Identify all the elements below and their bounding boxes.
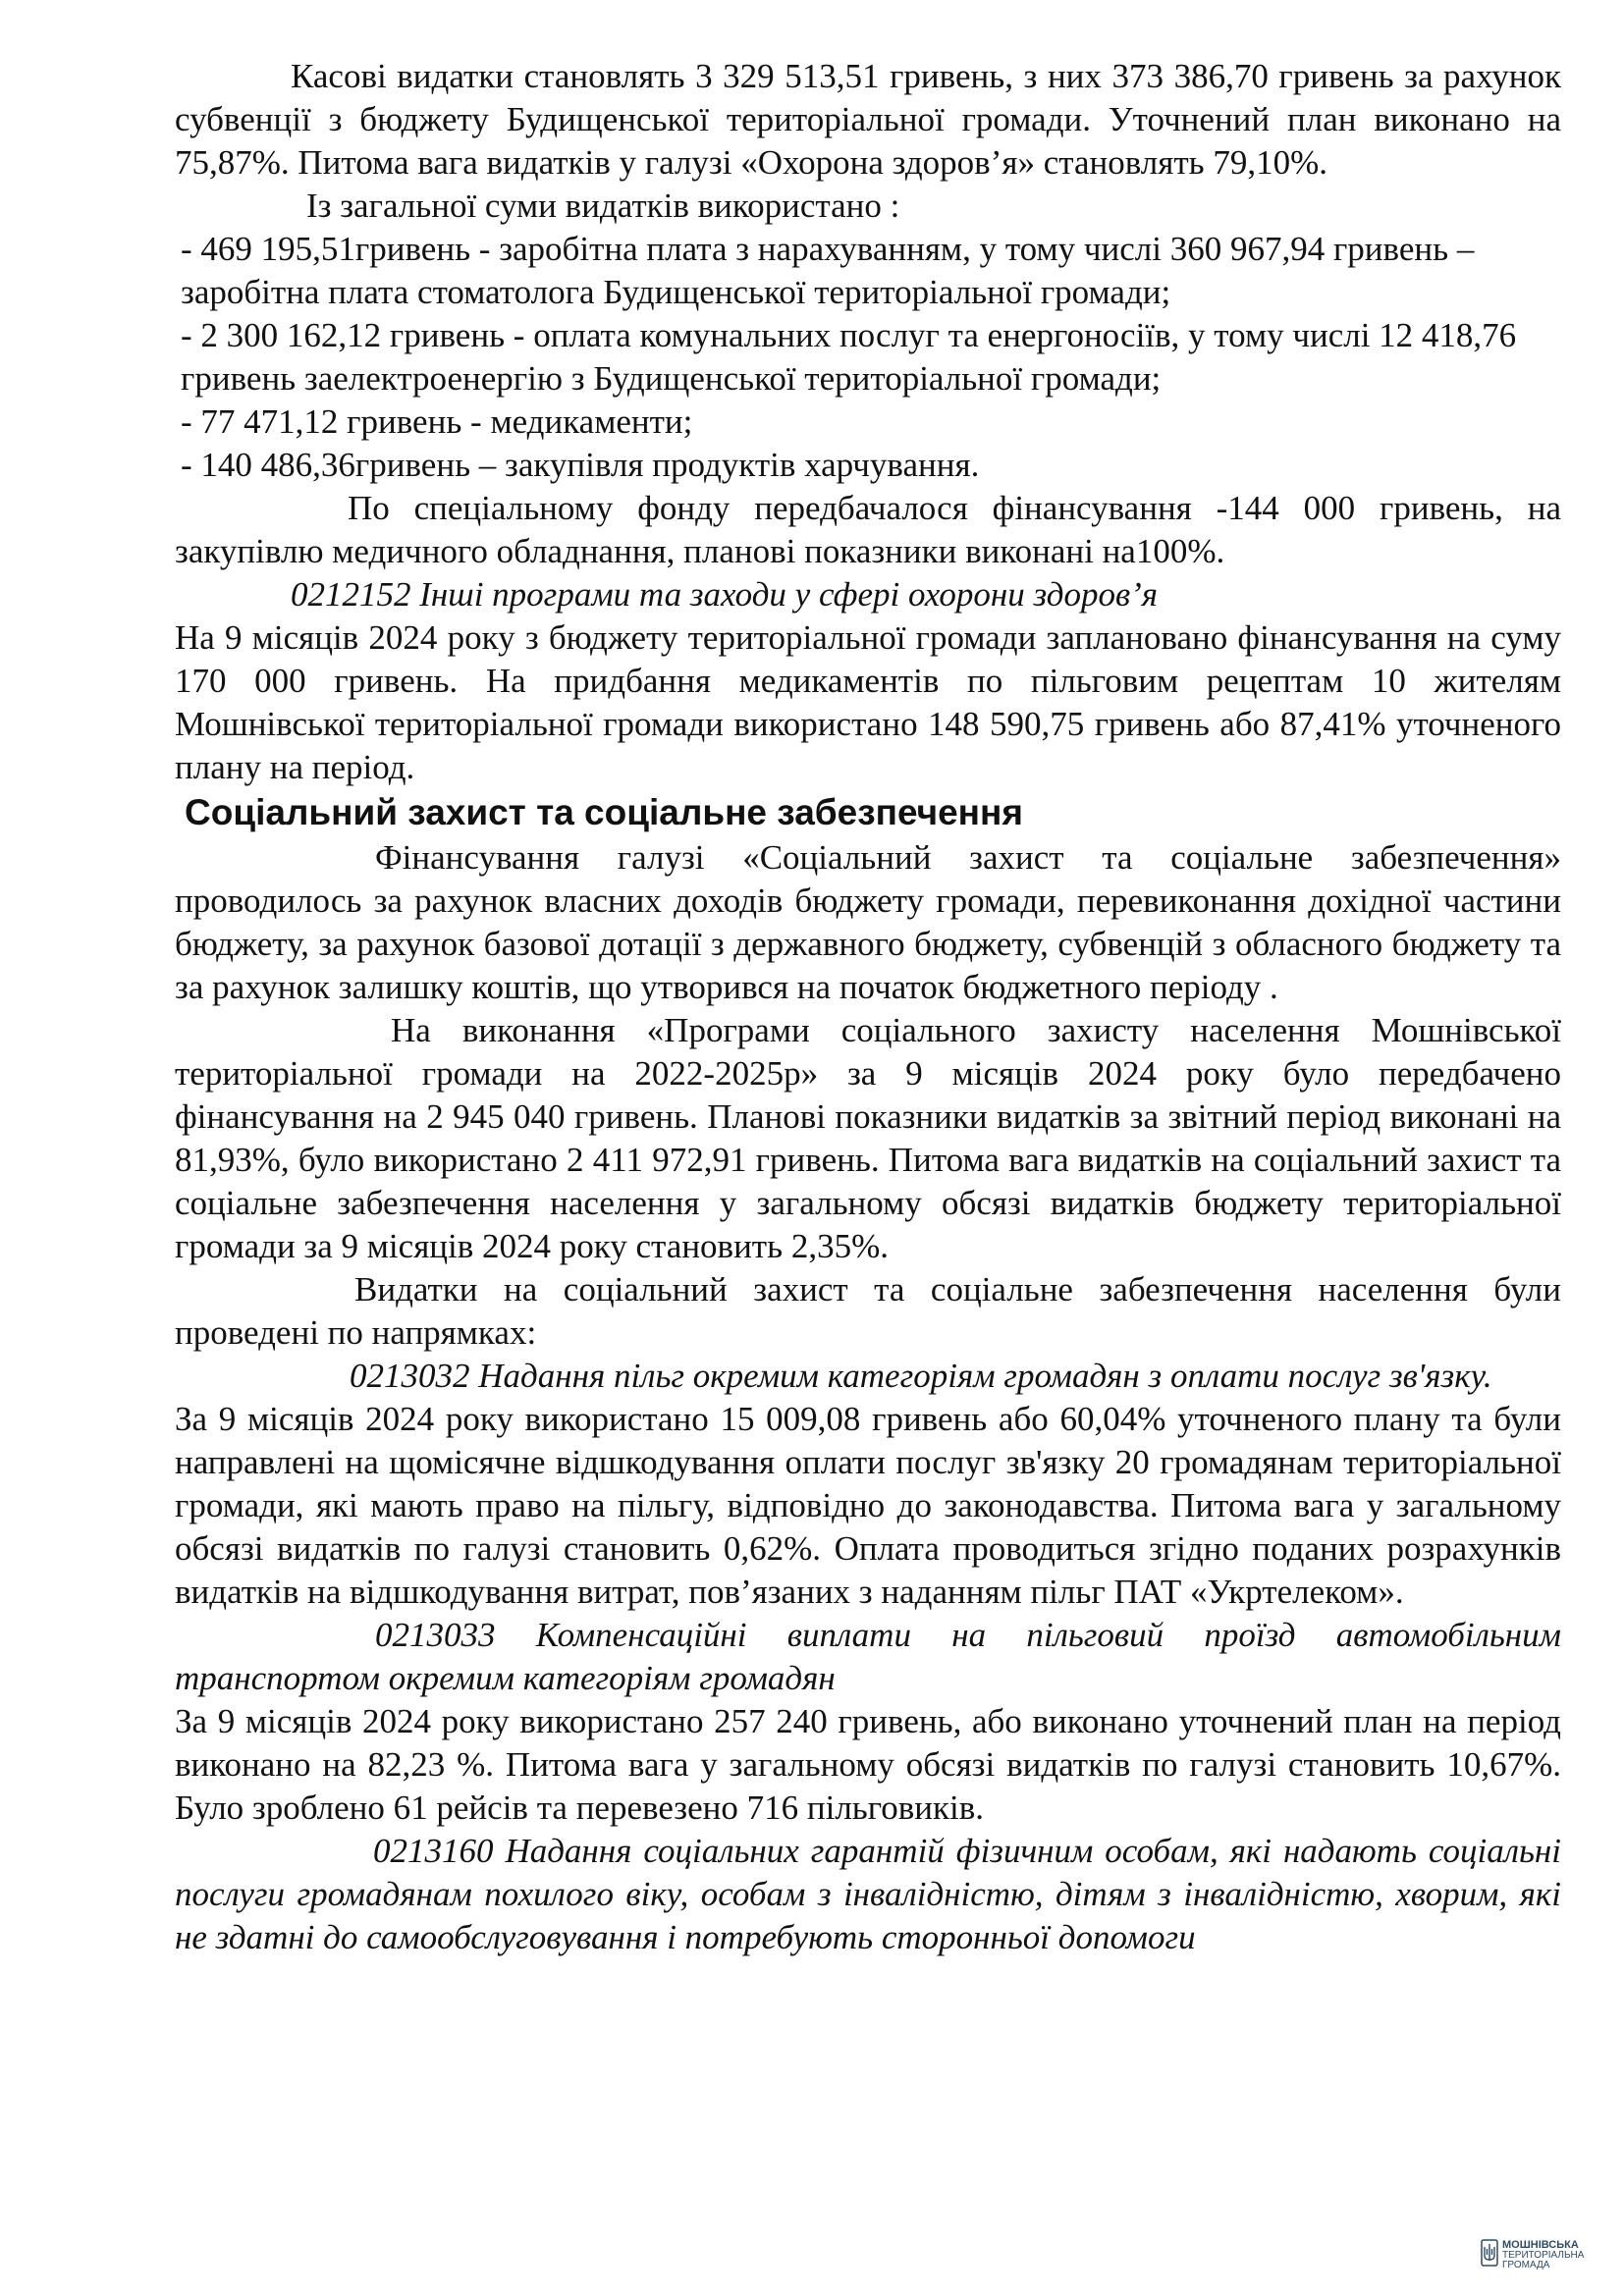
paragraph-program-0213032: За 9 місяців 2024 року використано 15 009,08 гривень або 60,04% уточненого плану та були направлені на щомісячне відшкодування оплати послуг зв'язку 20 громадянам територіальної громади, які мають право на пільгу, відповідно до законодавства. Питома вага у загальному обсязі видатків по галузі становить 0,62%. Оплата проводиться згідно поданих розрахунків видатків на відшкодування витрат, пов’язаних з наданням пільг ПАТ «Укртелеком». — [175, 1400, 1561, 1611]
program-heading-0212152: 0212152 Інші програми та заходи у сфері охорони здоров’я — [291, 575, 1159, 614]
trident-icon — [1481, 2239, 1498, 2271]
logo-line-1: МОШНІВСЬКА — [1502, 2238, 1579, 2251]
list-item-food: - 140 486,36гривень – закупівля продуктів харчування. — [181, 446, 980, 484]
paragraph-cash-expenses: Касові видатки становлять 3 329 513,51 гривень, з них 373 386,70 гривень за рахунок субвенції з бюджету Будищенської територіальної громади. Уточнений план виконано на 75,87%. Питома вага видатків у галузі «Охорона здоров’я» становлять 79,10%. — [175, 57, 1561, 182]
section-heading-social: Соціальний захист та соціальне забезпечення — [185, 792, 1023, 832]
paragraph-program-0212152: На 9 місяців 2024 року з бюджету територіальної громади заплановано фінансування на суму 170 000 гривень. На придбання медикаментів по пільговим рецептам 10 жителям Мошнівської територіальної громади використано 148 590,75 гривень або 87,41% уточненого плану на період. — [175, 618, 1561, 786]
program-heading-0213032: 0213032 Надання пільг окремим категоріям громадян з оплати послуг зв'язку. — [350, 1357, 1492, 1395]
program-heading-0213160: 0213160 Надання соціальних гарантій фізичним особам, які надають соціальні послуги громадянам похилого віку, особам з інвалідністю, дітям з інвалідністю, хворим, які не здатні до самообслуговування і потребують сторонньої допомоги — [175, 1832, 1561, 1956]
community-logo — [1481, 2238, 1598, 2271]
list-item-salary: - 469 195,51гривень - заробітна плата з нарахуванням, у тому числі 360 967,94 гривень – заробітна плата стоматолога Будищенської територіальної громади; — [181, 230, 1475, 311]
logo-text — [1502, 2240, 1584, 2270]
document-page — [175, 55, 1561, 1959]
list-item-utilities: - 2 300 162,12 гривень - оплата комунальних послуг та енергоносіїв, у тому числі 12 418,76 гривень заелектроенергію з Будищенської територіальної громади; — [181, 316, 1517, 398]
paragraph-special-fund: По спеціальному фонду передбачалося фінансування -144 000 гривень, на закупівлю медичного обладнання, планові показники виконані на100%. — [175, 489, 1561, 570]
paragraph-program-0213033: За 9 місяців 2024 року використано 257 240 гривень, або виконано уточнений план на період виконано на 82,23 %. Питома вага у загальному обсязі видатків по галузі становить 10,67%. Було зроблено 61 рейсів та перевезено 716 пільговиків. — [175, 1702, 1561, 1827]
paragraph-social-financing: Фінансування галузі «Соціальний захист та соціальне забезпечення» проводилось за рахунок власних доходів бюджету громади, перевиконання дохідної частини бюджету, за рахунок базової дотації з державного бюджету, субвенцій з обласного бюджету та за рахунок залишку коштів, що утворився на початок бюджетного періоду . — [175, 838, 1561, 1006]
paragraph-expenses-intro: Із загальної суми видатків використано : — [306, 187, 900, 225]
program-heading-0213033: 0213033 Компенсаційні виплати на пільговий проїзд автомобільним транспортом окремим категоріям громадян — [175, 1616, 1561, 1697]
logo-line-3: ГРОМАДА — [1502, 2259, 1550, 2270]
list-item-medicines: - 77 471,12 гривень - медикаменти; — [181, 402, 693, 441]
paragraph-social-directions: Видатки на соціальний захист та соціальне забезпечення населення були проведені по напрямках: — [175, 1270, 1561, 1352]
logo-line-2: ТЕРИТОРІАЛЬНА — [1502, 2249, 1585, 2261]
paragraph-social-program: На виконання «Програми соціального захисту населення Мошнівської територіальної громади на 2022-2025р» за 9 місяців 2024 року було передбачено фінансування на 2 945 040 гривень. Планові показники видатків за звітний період виконані на 81,93%, було використано 2 411 972,91 гривень. Питома вага видатків на соціальний захист та соціальне забезпечення населення у загальному обсязі видатків бюджету територіальної громади за 9 місяців 2024 року становить 2,35%. — [175, 1011, 1561, 1265]
